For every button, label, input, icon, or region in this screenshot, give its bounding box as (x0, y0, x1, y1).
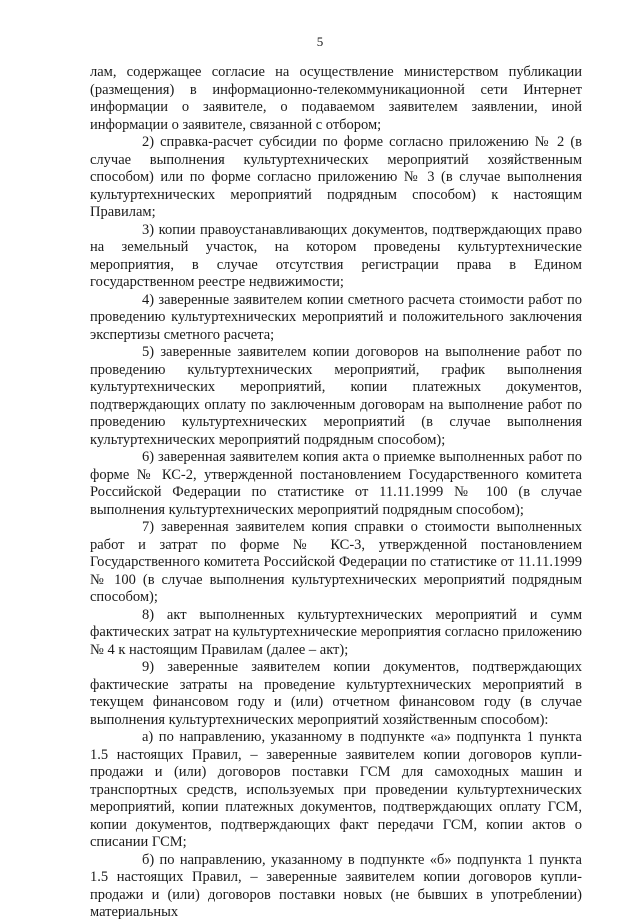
paragraph-item-3: 3) копии правоустанавливающих документов, подтверждающих право на земельный участок, на котором проведены культуртехнические мероприятия, в случае отсутствия регистрации права в Едином государственном реестре недвижимости; (90, 221, 582, 290)
document-body (90, 64, 582, 922)
paragraph-item-6: 6) заверенная заявителем копия акта о приемке выполненных работ по форме № КС-2, утвержденной постановлением Государственного комитета Российской Федерации по статистике от 11.11.1999 № 100 (в случае выполнения культуртехнических мероприятий подрядным способом); (90, 449, 582, 518)
paragraph-item-9: 9) заверенные заявителем копии документов, подтверждающих фактические затраты на проведение культуртехнических мероприятий в текущем финансовом году и (или) отчетном финансовом году (в случае выполнения культуртехнических мероприятий хозяйственным способом): (90, 659, 582, 728)
paragraph-item-8: 8) акт выполненных культуртехнических мероприятий и сумм фактических затрат на культуртехнические мероприятия согласно приложению № 4 к настоящим Правилам (далее – акт); (90, 606, 582, 658)
paragraph-subitem-a: а) по направлению, указанному в подпункте «а» подпункта 1 пункта 1.5 настоящих Правил, – заверенные заявителем копии договоров купли-продажи и (или) договоров поставки ГСМ для самоходных машин и транспортных средств, используемых при проведении культуртехнических мероприятий, копии платежных документов, подтверждающих оплату ГСМ, копии документов, подтверждающих факт передачи ГСМ, копии актов о списании ГСМ; (90, 729, 582, 850)
paragraph-item-4: 4) заверенные заявителем копии сметного расчета стоимости работ по проведению культуртехнических мероприятий и положительного заключения экспертизы сметного расчета; (90, 291, 582, 343)
paragraph-item-2: 2) справка-расчет субсидии по форме согласно приложению № 2 (в случае выполнения культуртехнических мероприятий хозяйственным способом) или по форме согласно приложению № 3 (в случае выполнения культуртехнических мероприятий подрядным способом) к настоящим Правилам; (90, 134, 582, 220)
page-number: 5 (316, 34, 324, 49)
paragraph-item-7: 7) заверенная заявителем копия справки о стоимости выполненных работ и затрат по форме № КС-3, утвержденной постановлением Государственного комитета Российской Федерации по статистике от 11.11.1999 № 100 (в случае выполнения культуртехнических мероприятий подрядным способом); (90, 519, 582, 605)
paragraph-subitem-b: б) по направлению, указанному в подпункте «б» подпункта 1 пункта 1.5 настоящих Правил, – заверенные заявителем копии договоров купли-продажи и (или) договоров поставки новых (не бывших в употреблении) материальных (90, 851, 582, 920)
paragraph-item-5: 5) заверенные заявителем копии договоров на выполнение работ по проведению культуртехнических мероприятий, график выполнения культуртехнических мероприятий, копии платежных документов, подтверждающих оплату по заключенным договорам на выполнение работ по проведению культуртехнических мероприятий (в случае выполнения культуртехнических мероприятий подрядным способом); (90, 344, 582, 448)
paragraph-continuation: лам, содержащее согласие на осуществление министерством публикации (размещения) в информационно-телекоммуникационной сети Интернет информации о заявителе, о подаваемом заявителем заявлении, иной информации о заявителе, связанной с отбором; (90, 64, 582, 133)
